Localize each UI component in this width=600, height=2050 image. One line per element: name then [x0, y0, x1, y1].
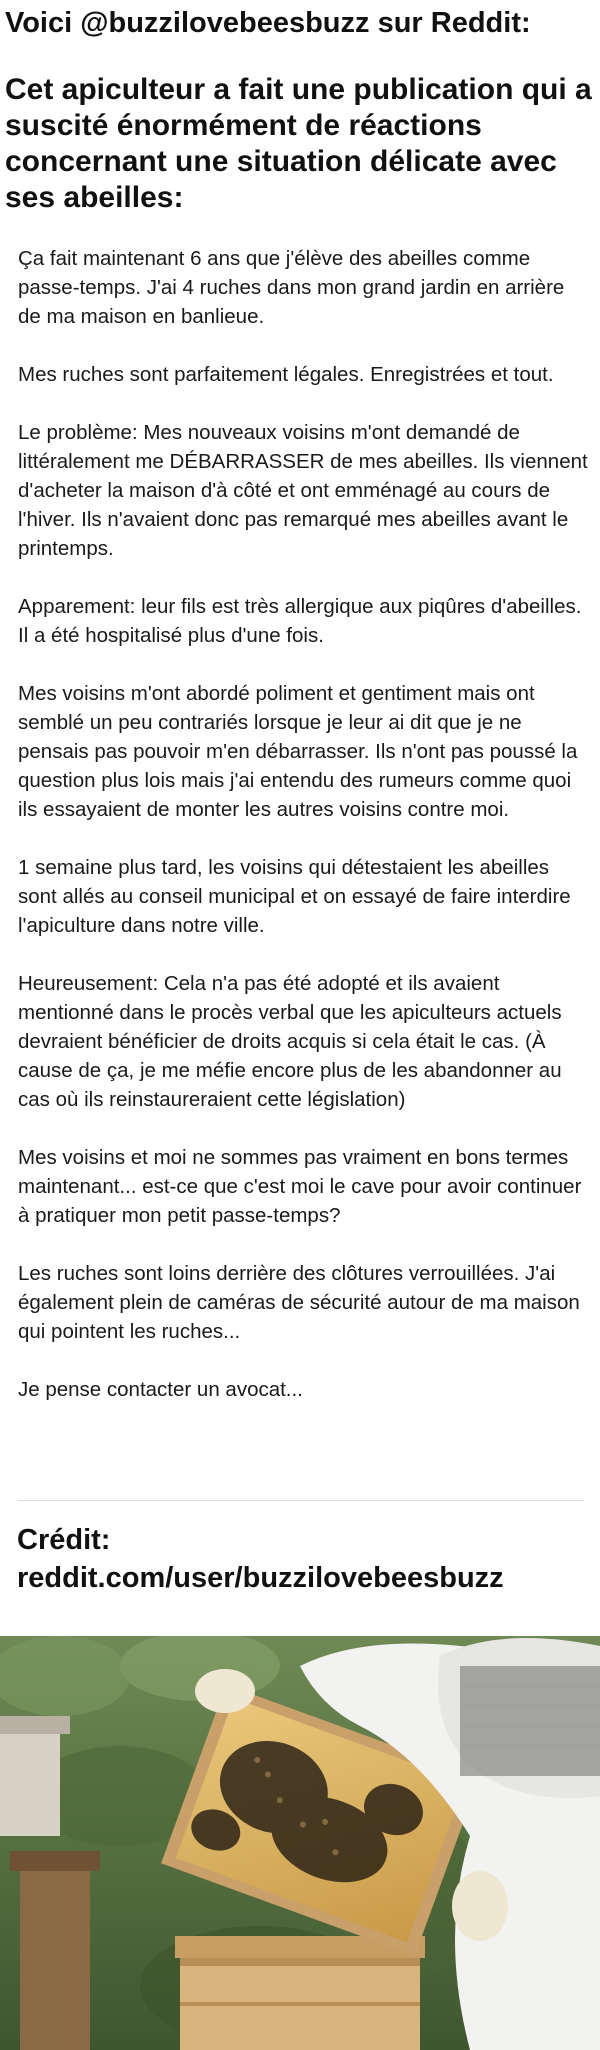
divider: [18, 1500, 584, 1501]
post-paragraph: Mes voisins m'ont abordé poliment et gentiment mais ont semblé un peu contrariés lorsque je leur ai dit que je ne pensais pas pouvoir m'en débarrasser. Ils n'ont pas poussé la question plus lois mais j'ai entendu des rumeurs comme quoi ils essayaient de monter les autres voisins contre moi.: [18, 682, 578, 821]
post-paragraph: Ça fait maintenant 6 ans que j'élève des abeilles comme passe-temps. J'ai 4 ruches dans mon grand jardin en arrière de ma maison en banlieue.: [18, 247, 565, 328]
post-paragraph: 1 semaine plus tard, les voisins qui détestaient les abeilles sont allés au conseil municipal et on essayé de faire interdire l'apiculture dans notre ville.: [18, 856, 571, 937]
credit-label: Crédit:: [17, 1524, 111, 1556]
post-paragraph: Je pense contacter un avocat...: [18, 1378, 303, 1401]
post-paragraph: Apparement: leur fils est très allergique aux piqûres d'abeilles. Il a été hospitalisé plus d'une fois.: [18, 595, 582, 647]
reddit-post-body: [18, 244, 588, 1404]
credit-source-link[interactable]: reddit.com/user/buzzilovebeesbuzz: [17, 1562, 504, 1594]
intro-heading: Cet apiculteur a fait une publication qui a suscité énormément de réactions concernant une situation délicate avec ses abeilles:: [5, 73, 592, 214]
post-paragraph: Mes voisins et moi ne sommes pas vraiment en bons termes maintenant... est-ce que c'est moi le cave pour avoir continuer à pratiquer mon petit passe-temps?: [18, 1146, 582, 1227]
post-paragraph: Mes ruches sont parfaitement légales. Enregistrées et tout.: [18, 363, 554, 386]
post-paragraph: Heureusement: Cela n'a pas été adopté et ils avaient mentionné dans le procès verbal que les apiculteurs actuels devraient bénéficier de droits acquis si cela était le cas. (À cause de ça, je me méfie encore plus de les abandonner au cas où ils reinstaureraient cette législation): [18, 972, 562, 1111]
post-paragraph: Les ruches sont loins derrière des clôtures verrouillées. J'ai également plein de caméras de sécurité autour de ma maison qui pointent les ruches...: [18, 1262, 580, 1343]
credit-block: [17, 1521, 597, 1597]
page-title: Voici @buzzilovebeesbuzz sur Reddit:: [5, 7, 531, 39]
beekeeper-photo: [0, 1636, 600, 2050]
post-paragraph: Le problème: Mes nouveaux voisins m'ont demandé de littéralement me DÉBARRASSER de mes abeilles. Ils viennent d'acheter la maison d'à côté et ont emménagé au cours de l'hiver. Ils n'avaient donc pas remarqué mes abeilles avant le printemps.: [18, 421, 588, 560]
